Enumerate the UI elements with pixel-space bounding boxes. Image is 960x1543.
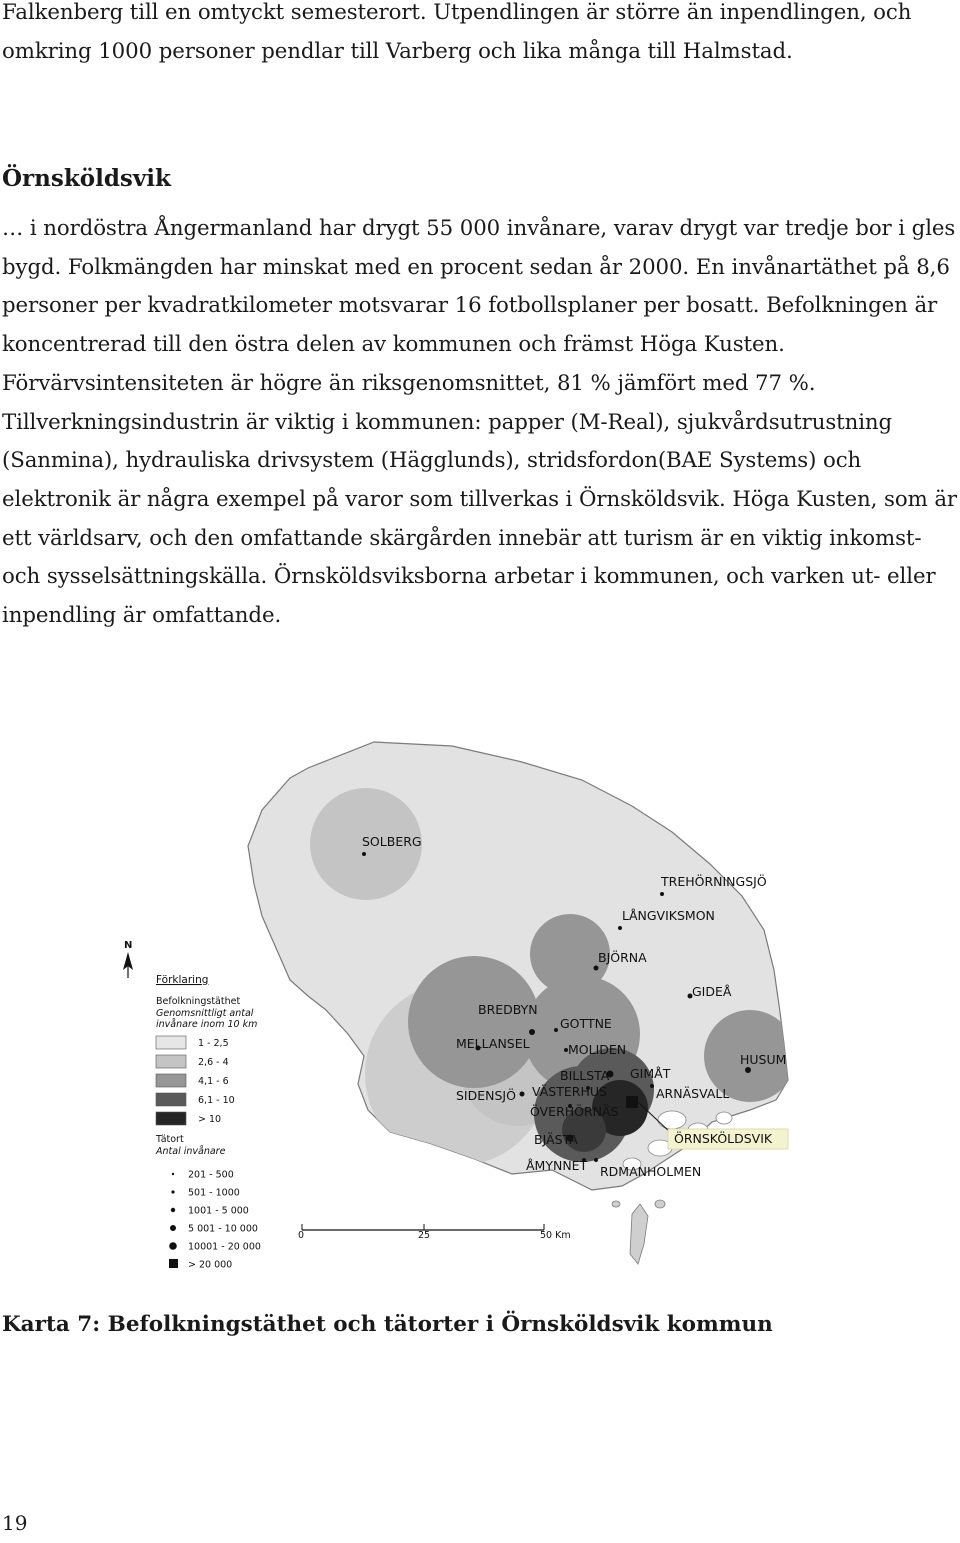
town-ornskoldsvik-marker [626, 1096, 638, 1108]
town-size-marker [169, 1259, 178, 1268]
svg-text:Förklaring: Förklaring [156, 974, 209, 986]
density-class-label: 1 - 2,5 [198, 1038, 229, 1049]
page-number: 19 [2, 1511, 28, 1535]
place-overhornas: ÖVERHÖRNÄS [530, 1104, 619, 1119]
place-bjasta: BJÄSTA [534, 1132, 578, 1147]
place-gidea: GIDEÅ [692, 984, 732, 999]
place-mellansel: MELLANSEL [456, 1036, 530, 1051]
town-langviksmon-dot [618, 926, 622, 930]
town-size-label: 201 - 500 [188, 1169, 234, 1181]
town-bjorna-dot [594, 966, 599, 971]
svg-text:Tätort: Tätort [156, 1134, 184, 1145]
scale-label-0: 0 [298, 1230, 305, 1241]
map-caption: Karta 7: Befolkningstäthet och tätorter i Örnsköldsvik kommun [2, 1312, 773, 1337]
density-swatch [156, 1074, 186, 1087]
town-sidensjo-dot [520, 1092, 525, 1097]
svg-text:Befolkningstäthet: Befolkningstäthet [156, 996, 241, 1007]
place-normanholmen: RDMANHOLMEN [600, 1164, 702, 1179]
scale-label-25: 25 [418, 1230, 431, 1241]
density-swatch [156, 1112, 186, 1125]
place-moliden: MOLIDEN [568, 1042, 627, 1057]
town-size-marker [172, 1173, 174, 1175]
density-class-label: 2,6 - 4 [198, 1057, 229, 1068]
town-size-label: 10001 - 20 000 [188, 1241, 261, 1253]
town-solberg-dot [362, 852, 366, 856]
svg-text:Genomsnittligt antal: Genomsnittligt antal [156, 1008, 254, 1019]
town-bredbyn-dot [529, 1029, 535, 1035]
density-swatch [156, 1036, 186, 1049]
place-ornskoldsvik: ÖRNSKÖLDSVIK [674, 1131, 773, 1146]
place-arnasvall: ARNÄSVALL [656, 1086, 730, 1101]
scale-label-50: 50 Km [540, 1230, 571, 1241]
town-size-label: > 20 000 [188, 1259, 233, 1271]
place-vasterhus: VÄSTERHUS [532, 1084, 607, 1099]
town-gottne-dot [554, 1028, 558, 1032]
place-sidensjo: SIDENSJÖ [456, 1088, 516, 1103]
population-density-map [112, 734, 804, 1277]
svg-text:N: N [124, 940, 133, 951]
body-paragraph: … i nordöstra Ångermanland har drygt 55 000 invånare, varav drygt var tredje bor i gles bygd. Folkmängden har minskat med en procent sedan år 2000. En invånartäthet på 8,6 personer per kvadratkilometer motsvarar 16 fotbollsplaner per bosatt. Befolkningen är koncentrerad till den östra delen av kommunen och främst Höga Kusten. Förvärvsintensiteten är högre än riksgenomsnittet, 81 % jämfört med 77 %. Tillverkningsindustrin är viktig i kommunen: papper (M-Real), sjukvårdsutrustning (Sanmina), hydrauliska drivsystem (Hägglunds), stridsfordon(BAE Systems) och elektronik är några exempel på varor som tillverkas i Örnsköldsvik. Höga Kusten, som är ett världsarv, och den omfattande skärgården innebär att turism är en viktig inkomst- och sysselsättningskälla. Örnsköldsviksborna arbetar i kommunen, och varken ut- eller inpendling är omfattande. [2, 216, 958, 629]
svg-text:invånare inom 10 km: invånare inom 10 km [156, 1019, 258, 1030]
density-swatch [156, 1055, 186, 1068]
town-size-label: 1001 - 5 000 [188, 1205, 249, 1217]
svg-text:Antal invånare: Antal invånare [156, 1146, 226, 1157]
town-trehorningsjo-dot [660, 892, 664, 896]
town-size-label: 5 001 - 10 000 [188, 1223, 258, 1235]
density-swatch [156, 1093, 186, 1106]
place-amynnet: ÅMYNNET [526, 1158, 588, 1173]
place-langviksmon: LÅNGVIKSMON [622, 908, 715, 923]
place-billsta: BILLSTA [560, 1068, 610, 1083]
place-gimat: GIMÅT [630, 1066, 671, 1081]
town-size-marker [169, 1242, 177, 1250]
place-bredbyn: BREDBYN [478, 1002, 538, 1017]
town-size-marker [171, 1190, 174, 1193]
town-size-label: 501 - 1000 [188, 1187, 240, 1199]
place-bjorna: BJÖRNA [598, 950, 647, 965]
town-husum-dot [745, 1067, 751, 1073]
intro-paragraph: Falkenberg till en omtyckt semesterort. Utpendlingen är större än inpendlingen, och omkring 1000 personer pendlar till Varberg och lika många till Halmstad. [2, 0, 912, 64]
town-arnasvall-dot [650, 1084, 654, 1088]
density-class-label: > 10 [198, 1114, 222, 1125]
town-size-marker [171, 1208, 175, 1212]
place-gottne: GOTTNE [560, 1016, 612, 1031]
place-husum: HUSUM [740, 1052, 787, 1067]
town-normanholmen-dot [594, 1158, 598, 1162]
density-class-label: 4,1 - 6 [198, 1076, 229, 1087]
place-solberg: SOLBERG [362, 834, 422, 849]
town-size-marker [170, 1225, 176, 1231]
section-heading: Örnsköldsvik [2, 165, 171, 192]
place-trehorningsjo: TREHÖRNINGSJÖ [661, 874, 767, 889]
density-class-label: 6,1 - 10 [198, 1095, 235, 1106]
